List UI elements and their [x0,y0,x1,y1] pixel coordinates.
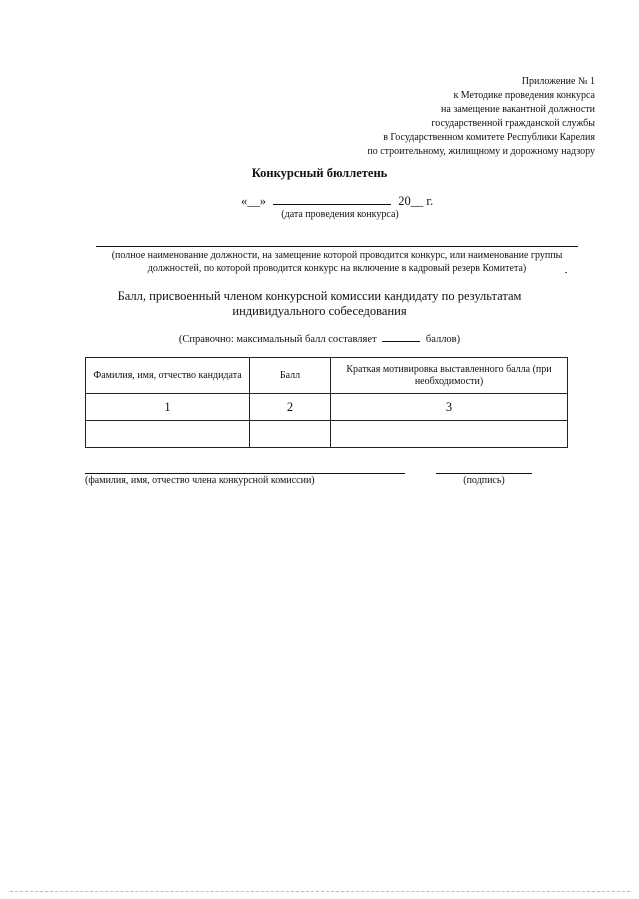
reference-prefix: (Справочно: максимальный балл составляет [178,334,377,345]
date-day: «__» [241,194,266,208]
appendix-block [367,75,595,159]
appendix-line: Приложение № 1 [521,76,595,87]
member-name-caption: (фамилия, имя, отчество члена конкурсной комиссии) [85,475,315,486]
position-caption-line: (полное наименование должности, на замещение которой проводится конкурс, или наименование группы [111,250,563,261]
score-heading-line: индивидуального собеседования [232,304,407,318]
score-table [85,357,568,448]
signature-line [436,473,532,474]
appendix-line: на замещение вакантной должности [441,104,595,115]
table-number-row [86,394,568,421]
column-number: 3 [331,394,568,421]
score-heading-line: Балл, присвоенный членом конкурсной комиссии кандидату по результатам [117,289,522,303]
appendix-line: в Государственном комитете Республики Карелия [383,132,595,143]
reference-suffix: баллов) [425,334,461,345]
signature-caption: (подпись) [463,475,505,486]
header-score: Балл [250,358,331,394]
date-caption: (дата проведения конкурса) [281,209,399,220]
motivation-cell [331,421,568,448]
table-row [86,421,568,448]
candidate-name-cell [86,421,250,448]
scan-artifact [565,272,567,273]
member-name-line [85,473,405,474]
date-year: 20__ г. [398,194,434,208]
table-header-row [86,358,568,394]
date-month-blank [273,192,391,205]
appendix-line: по строительному, жилищному и дорожному надзору [367,146,595,157]
position-caption [96,249,578,275]
column-number: 1 [86,394,250,421]
reference-note [0,332,639,345]
appendix-line: государственной гражданской службы [431,118,595,129]
position-blank-line [96,246,578,247]
date-field [241,192,433,209]
max-score-blank [382,332,420,342]
position-caption-line: должностей, по которой проводится конкурс на включение в кадровый резерв Комитета) [147,263,527,274]
header-motivation: Краткая мотивировка выставленного балла (при необходимости) [331,358,568,394]
score-heading [60,289,579,319]
header-candidate-name: Фамилия, имя, отчество кандидата [86,358,250,394]
column-number: 2 [250,394,331,421]
page-edge [10,891,630,892]
appendix-line: к Методике проведения конкурса [453,90,595,101]
document-title: Конкурсный бюллетень [251,166,388,180]
score-cell [250,421,331,448]
